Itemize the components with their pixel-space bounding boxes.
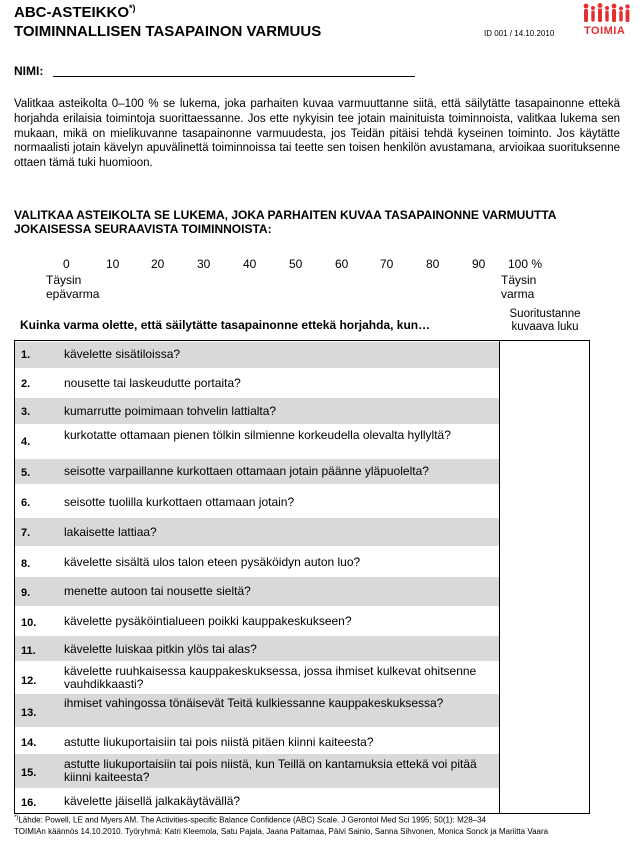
- table-row: 6. seisotte tuolilla kurkottaen ottamaan jotain?: [21, 495, 295, 509]
- scale-tick: 60: [335, 257, 349, 271]
- logo-text: TOIMIA: [584, 25, 626, 37]
- table-row: 14. astutte liukuportaisiin tai pois niistä pitäen kiinni kaiteesta?: [21, 735, 374, 749]
- column-divider: [499, 341, 500, 813]
- table-row: 11. kävelette luiskaa pitkin ylös tai alas?: [15, 636, 499, 661]
- table-row: 12. kävelette ruuhkaisessa kauppakeskuksessa, jossa ihmiset kulkevat ohitsenne vauhdikkaasti?: [21, 664, 477, 691]
- scale-high-label: Täysin varma: [501, 273, 537, 301]
- table-row: 7. lakaisette lattiaa?: [15, 518, 499, 546]
- table-row: 5. seisotte varpaillanne kurkottaen ottamaan jotain päänne yläpuolelta?: [15, 459, 499, 484]
- table-row: 2. nousette tai laskeudutte portaita?: [21, 376, 241, 390]
- name-field[interactable]: [53, 76, 415, 77]
- table-row: 8. kävelette sisältä ulos talon eteen pysäköidyn auton luo?: [21, 555, 361, 570]
- scale-tick: 80: [426, 257, 440, 271]
- scale-tick: 50: [289, 257, 303, 271]
- instruction-heading: VALITKAA ASTEIKOLTA SE LUKEMA, JOKA PARHAITEN KUVAA TASAPAINONNE VARMUUTTA JOKAISESSA SEURAAVISTA TOIMINNOISTA:: [14, 208, 556, 236]
- scale-low-label: Täysin epävarma: [46, 273, 100, 301]
- scale-tick: 90: [472, 257, 486, 271]
- scale-tick: 30: [197, 257, 211, 271]
- table-row: 9. menette autoon tai nousette sieltä?: [15, 577, 499, 606]
- questions-table: [14, 340, 590, 814]
- scale-tick: 100 %: [508, 257, 543, 271]
- scale-tick: 20: [151, 257, 165, 271]
- intro-paragraph: Valitkaa asteikolta 0–100 % se lukema, joka parhaiten kuvaa varmuuttanne siitä, että säilytätte tasapainonne ettekä horjahda erilaisia toimintoja suorittaessanne. Jos ette nykyisin tee jotain mainituista toiminnoista, valitkaa lukema sen mukaan, mikä on mielikuvanne tasapainonne varmuudesta, jos Teidän pitäisi tehdä kyseinen toiminto. Jos käytätte normaalisti jotain kävelyn apuvälinettä toiminnoissa tai teette sen toisen henkilön avustamana, arvioikaa suorituksenne ottaen tämä tuki huomioon.: [14, 98, 620, 170]
- table-row: 16. kävelette jäisellä jalkakäytävällä?: [21, 794, 241, 809]
- question-header: Kuinka varma olette, että säilytätte tasapainonne ettekä horjahda, kun…: [20, 318, 431, 332]
- table-row: 3. kumarrutte poimimaan tohvelin lattialta?: [15, 398, 499, 424]
- table-row: 1. kävelette sisätiloissa?: [15, 342, 499, 368]
- scale-tick: 10: [106, 257, 120, 271]
- table-row: 4. kurkotatte ottamaan pienen tölkin silmienne korkeudella olevalta hyllyltä?: [21, 428, 451, 448]
- document-title: ABC-ASTEIKKO*): [14, 3, 136, 21]
- document-subtitle: TOIMINNALLISEN TASAPAINON VARMUUS: [14, 23, 322, 40]
- document-id: ID 001 / 14.10.2010: [484, 29, 555, 38]
- score-column-header: Suoritustanne kuvaava luku: [509, 308, 581, 333]
- scale-tick: 0: [63, 257, 70, 271]
- footnote-source: *)Lähde: Powell, LE and Myers AM. The Activities-specific Balance Confidence (ABC) Scale. J Gerontol Med Sci 1995; 50(1): M28–34: [14, 815, 486, 825]
- table-row: 13. ihmiset vahingossa tönäisevät Teitä kulkiessanne kauppakeskuksessa?: [15, 694, 499, 727]
- footnote-translation: TOIMIAn käännös 14.10.2010. Työryhmä: Katri Kleemola, Satu Pajala, Jaana Paltamaa, Päivi Sainio, Sanna Sihvonen, Monica Sonck ja Mariitta Vaara: [14, 827, 549, 836]
- scale-tick: 70: [380, 257, 394, 271]
- people-figures-icon: [580, 2, 632, 24]
- table-row: 10. kävelette pysäköintialueen poikki kauppakeskukseen?: [21, 614, 352, 629]
- name-label: NIMI:: [14, 64, 44, 78]
- table-row: 15. astutte liukuportaisiin tai pois niistä, kun Teillä on kantamuksia ettekä voi pitää kiinni kaiteesta?: [15, 754, 499, 788]
- scale-tick: 40: [243, 257, 257, 271]
